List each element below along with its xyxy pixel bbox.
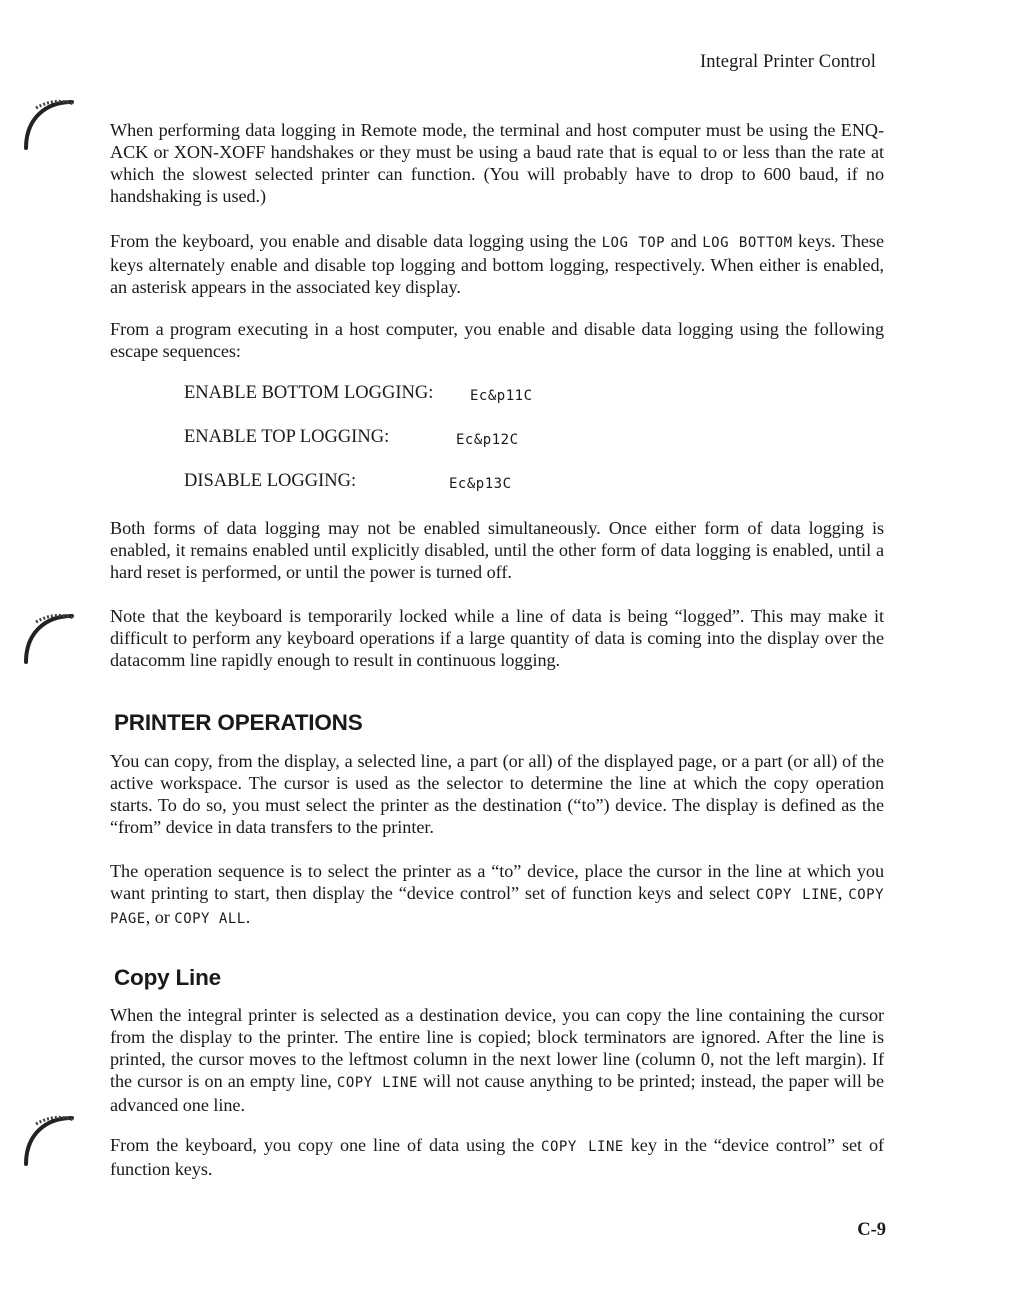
text-span: When the integral printer is selected as a destination device, you can copy the line containing the cursor from the display to the printer. The entire line is copied; block terminators are ignored. After the line is printed, the cursor moves to the leftmost column in the next lower line (column 0, not the left margin). If the cursor is on an empty line, [110, 1005, 884, 1091]
text-span: keys. These keys alternately enable and disable top logging and bottom logging, respectively. When either is enabled, an asterisk appears in the associated key display. [110, 231, 884, 297]
paragraph-logging-exclusive: Both forms of data logging may not be enabled simultaneously. Once either form of data logging is enabled, it remains enabled until explicitly disabled, until the other form of data logging is enabled, until a hard reset is performed, or until the power is turned off. [110, 518, 884, 582]
paragraph-copy-overview: You can copy, from the display, a selected line, a part (or all) of the displayed page, or a part (or all) of the active workspace. The cursor is used as the selector to determine the line at which the copy operation starts. To do so, you must select the printer as the destination (“to”) device. The display is defined as the “from” device in data transfers to the printer. [110, 751, 884, 837]
text-span: and [665, 231, 703, 251]
sequence-label: ENABLE BOTTOM LOGGING: [184, 383, 434, 403]
paragraph-operation-sequence [110, 860, 884, 930]
text-span: will not cause anything to be printed; instead, the paper will be advanced one line. [110, 1071, 884, 1115]
paragraph-keyboard-locked: Note that the keyboard is temporarily locked while a line of data is being “logged”. This may make it difficult to perform any keyboard operations if a large quantity of data is coming into the display over the datacomm line rapidly enough to result in continuous logging. [110, 606, 884, 670]
binder-hole-icon [22, 612, 82, 672]
paragraph-host-logging: From a program executing in a host computer, you enable and disable data logging using the following escape sequences: [110, 319, 884, 361]
key-label-copy-line: COPY LINE [756, 887, 838, 903]
paragraph-copy-line-detail [110, 1004, 884, 1116]
text-span: From the keyboard, you enable and disable data logging using the [110, 231, 602, 251]
sequence-label: ENABLE TOP LOGGING: [184, 427, 390, 447]
paragraph-keyboard-logging [110, 230, 884, 298]
paragraph-copy-line-keyboard [110, 1134, 884, 1180]
binder-hole-icon [22, 98, 82, 158]
text-span: , or [145, 907, 175, 927]
text-span: key in the “device control” set of function keys. [110, 1135, 885, 1179]
text-span: . [245, 907, 251, 927]
key-label-copy-line: COPY LINE [541, 1139, 624, 1155]
sequence-code: Ec&p11C [470, 388, 533, 404]
text-span: , [837, 883, 849, 903]
paragraph-remote-logging: When performing data logging in Remote mode, the terminal and host computer must be using the ENQ-ACK or XON-XOFF handshakes or they must be using a baud rate that is equal to or less than the rate at which the slowest selected printer can function. (You will probably have to drop to 600 baud, if no handshaking is used.) [110, 120, 884, 206]
key-label-copy-line: COPY LINE [336, 1075, 418, 1091]
sequence-code: Ec&p12C [456, 432, 519, 448]
binder-hole-icon [22, 1114, 82, 1174]
page-number: C-9 [857, 1220, 886, 1240]
text-span: The operation sequence is to select the printer as a “to” device, place the cursor in the line at which you want printing to start, then display the “device control” set of function keys and select [110, 861, 884, 903]
key-label-log-bottom: LOG BOTTOM [702, 235, 793, 251]
section-heading-copy-line: Copy Line [114, 965, 221, 990]
text-span: From the keyboard, you copy one line of data using the [110, 1135, 542, 1155]
sequence-code: Ec&p13C [449, 476, 512, 492]
key-label-log-top: LOG TOP [601, 235, 666, 251]
key-label-copy-page: COPY PAGE [110, 887, 885, 927]
section-heading-printer-operations: PRINTER OPERATIONS [114, 710, 363, 735]
sequence-label: DISABLE LOGGING: [184, 471, 357, 491]
key-label-copy-all: COPY ALL [174, 911, 246, 927]
running-header: Integral Printer Control [699, 52, 876, 72]
